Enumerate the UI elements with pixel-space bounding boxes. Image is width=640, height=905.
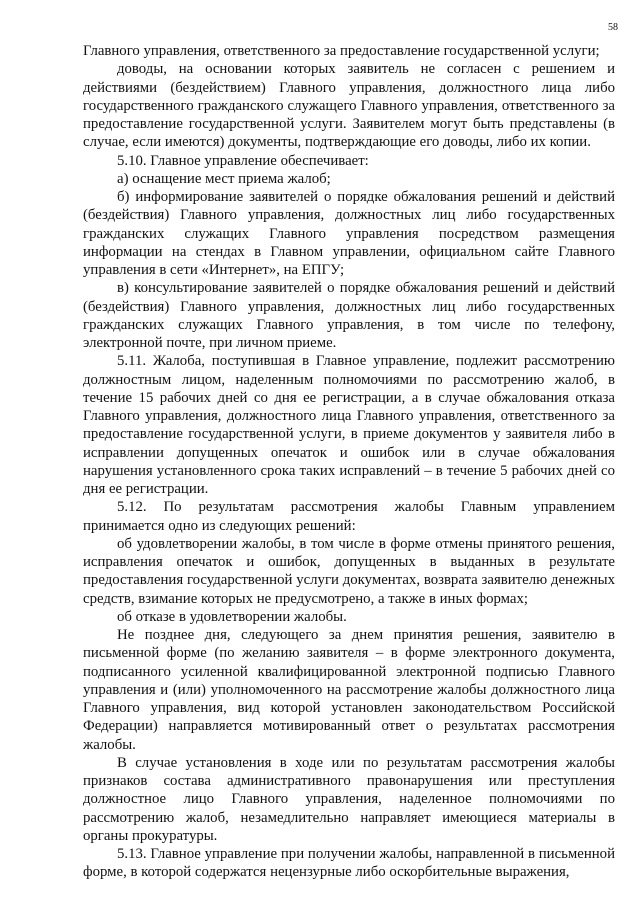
paragraph-5-12: 5.12. По результатам рассмотрения жалобы Главным управлением принимается одно из следующих решений: [83, 499, 615, 534]
paragraph-5-10: 5.10. Главное управление обеспечивает: [117, 152, 369, 169]
paragraph-5-13: 5.13. Главное управление при получении жалобы, направленной в письменной форме, в которой содержатся нецензурные либо оскорбительные выражения, [83, 846, 615, 881]
paragraph-violation: В случае установления в ходе или по результатам рассмотрения жалобы признаков состава административного правонарушения или преступления должностное лицо Главного управления, наделенное полномочиями по рассмотрению жалоб, незамедлительно направляет имеющиеся материалы в органы прокуратуры. [83, 754, 615, 844]
paragraph-response: Не позднее дня, следующего за днем принятия решения, заявителю в письменной форме (по желанию заявителя – в форме электронного документа, подписанного усиленной квалифицированной электронной подписью Главного управления и (или) уполномоченного на рассмотрение жалобы должностного лица Главного управления, вид которой установлен законодательством Российской Федерации) направляется мотивированный ответ о результатах рассмотрения жалобы. [83, 627, 615, 753]
paragraph-5-10-b: б) информирование заявителей о порядке обжалования решений и действий (бездействия) Главного управления, должностных лиц либо государственных гражданских служащих Главного управления посредством размещения информации на стендах в Главном управлении, официальном сайте Главного управления в сети «Интернет», на ЕПГУ; [83, 189, 615, 278]
paragraph-continuation: Главного управления, ответственного за предоставление государственной услуги; [83, 43, 600, 59]
paragraph-5-12-satisfy: об удовлетворении жалобы, в том числе в форме отмены принятого решения, исправления опечаток и ошибок, допущенных в выданных в результате предоставления государственной услуги документах, возврата заявителю денежных средств, взимание которых не предусмотрено, а также в иных формах; [83, 535, 615, 607]
paragraph-5-11: 5.11. Жалоба, поступившая в Главное управление, подлежит рассмотрению должностным лицом, наделенным полномочиями по рассмотрению жалоб, в течение 15 рабочих дней со дня ее регистрации, а в случае обжалования отказа Главного управления, должностного лица Главного управления, ответственного за предоставление государственной услуги, в приеме документов у заявителя либо в исправлении допущенных опечаток и ошибок или в случае обжалования нарушения установленного срока таких исправлений – в течение 5 рабочих дней со дня ее регистрации. [83, 353, 615, 497]
paragraph-5-12-refuse: об отказе в удовлетворении жалобы. [117, 608, 347, 625]
document-body [83, 42, 615, 882]
paragraph-arguments: доводы, на основании которых заявитель не согласен с решением и действиями (бездействием) Главного управления, должностного лица либо государственного гражданского служащего Главного управления, ответственного за предоставление государственной услуги. Заявителем могут быть представлены (в случае, если имеются) документы, подтверждающие его доводы, либо их копии. [83, 61, 615, 151]
page-number: 58 [608, 22, 618, 33]
paragraph-5-10-a: а) оснащение мест приема жалоб; [117, 170, 331, 187]
paragraph-5-10-c: в) консультирование заявителей о порядке обжалования решений и действий (бездействия) Главного управления, должностных лиц либо государственных гражданских служащих Главного управления, в том числе по телефону, электронной почте, при личном приеме. [83, 280, 615, 351]
